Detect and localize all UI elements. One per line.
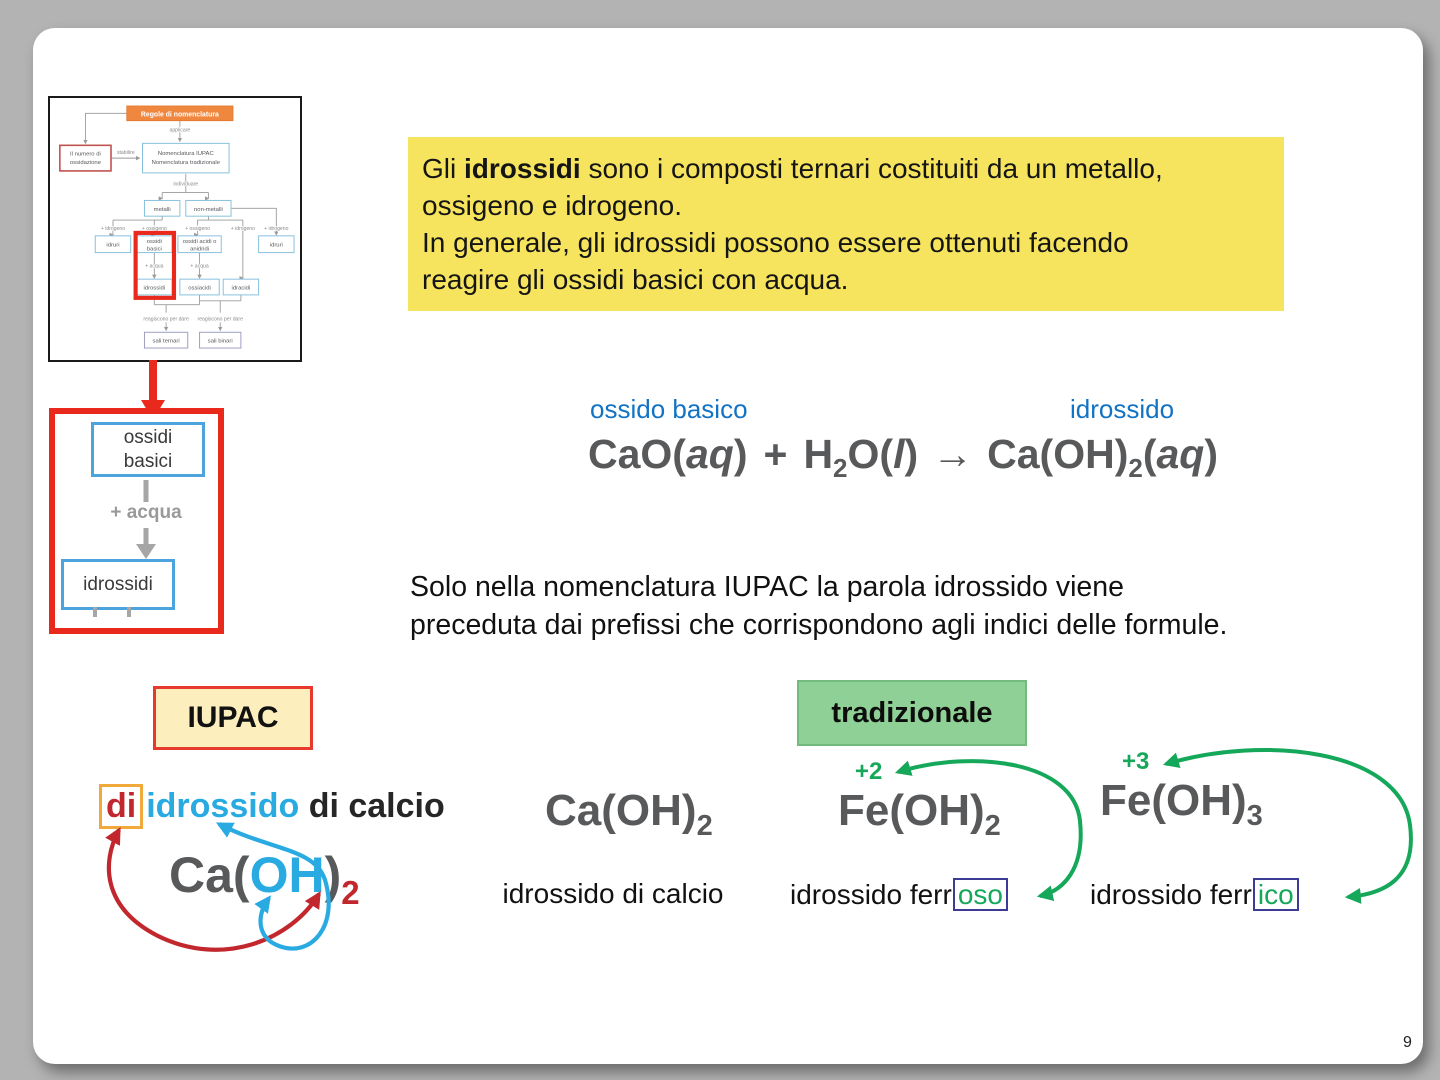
iupac-formula-caoh2: $Ca(OH)_2$ (169, 847, 360, 911)
iupac-annotation-arrows (73, 808, 393, 998)
iupac-header-box (153, 686, 313, 750)
iupac-formula-oh: OH (249, 847, 325, 903)
flowchart-idruri-left: idruri (106, 242, 120, 249)
intro-line-3: In generale, gli idrossidi possono essere ottenuti facendo (422, 227, 1129, 258)
intro-line-1: Gli idrossidi sono i composti ternari costituiti da un metallo, (422, 153, 1163, 184)
detail-zoom-box (49, 408, 224, 634)
iupac-prefix-di: di (99, 784, 143, 829)
flowchart-idruri-right: idruri (269, 242, 283, 249)
flowchart-metalli: metalli (153, 206, 171, 213)
plus-sign: + (763, 431, 788, 477)
suffix-oso-box: oso (953, 878, 1008, 911)
flowchart-ossidi-basici-line2: basici (146, 246, 162, 253)
traditional-header-label: tradizionale (831, 696, 993, 729)
flowchart-title: Regole di nomenclatura (140, 111, 219, 119)
flowchart-label-piu-idrogeno-2: + idrogeno (230, 225, 256, 232)
label-ossido-basico: ossido basico (590, 394, 748, 424)
detail-ossidi-basici-label: ossidi basici (123, 426, 173, 472)
page-number: 9 (1403, 1034, 1412, 1051)
flowchart-sali-ternari: sali ternari (152, 338, 180, 345)
detail-bottom-stubs (89, 607, 139, 617)
flowchart-ossidi-acidi-line2: anidridi (190, 246, 210, 253)
flowchart-box-numero-ossidazione (60, 145, 111, 171)
flowchart-label-individuare: individuare (173, 181, 199, 188)
iupac-name-idrossido: idrossido (146, 787, 300, 825)
note-line-2: preceduta dai prefissi che corrispondono agli indici delle formule. (410, 609, 1228, 641)
green-curve-ico-to-plus3 (1166, 750, 1411, 897)
slide (33, 28, 1423, 1064)
traditional-header-box (797, 680, 1027, 746)
iupac-name-di-calcio: di calcio (299, 787, 445, 825)
oxidation-state-plus2: +2 (855, 758, 883, 785)
flowchart-non-metalli: non-metalli (194, 206, 223, 213)
detail-idrossidi-box (61, 559, 175, 610)
detail-idrossidi-label: idrossidi (83, 573, 153, 595)
label-idrossido: idrossido (1070, 394, 1175, 424)
nomenclature-flowchart (50, 98, 296, 356)
flowchart-label-piu-ossigeno-2: + ossigeno (185, 225, 211, 232)
chemical-equation: $CaO(aq) + H_2O(l) \to Ca(OH)_2(aq)$ (588, 431, 1218, 483)
formula-feoh2: $Fe(OH)_2$ (838, 786, 1001, 842)
flowchart-box-nomenclatura (142, 143, 229, 173)
detail-down-arrow-icon (134, 528, 158, 560)
flowchart-ossidi-acidi-line1: ossidi acidi o (182, 239, 217, 246)
flowchart-label-stabilire: stabilire (116, 150, 135, 157)
intro-bold-idrossidi: idrossidi (464, 153, 581, 184)
flowchart-label-piu-ossigeno-1: + ossigeno (141, 225, 167, 232)
green-curve-oso-to-plus2 (898, 761, 1081, 896)
flowchart-label-applicare: applicare (169, 127, 191, 134)
caption-idrossido-ferrico: idrossido ferr ico (1090, 878, 1299, 911)
note-line-1: Solo nella nomenclatura IUPAC la parola idrossido viene (410, 571, 1124, 603)
flowchart-nomenclatura-line2: Nomenclatura tradizionale (151, 160, 221, 167)
flowchart-sali-binari: sali binari (207, 338, 233, 345)
flowchart-idrossidi: idrossidi (143, 285, 166, 292)
flowchart-idracidi: idracidi (231, 285, 251, 292)
iupac-note-paragraph (410, 568, 1227, 644)
intro-line-2: ossigeno e idrogeno. (422, 190, 682, 221)
caption-idrossido-di-calcio: idrossido di calcio (502, 878, 724, 909)
flowchart-label-reagiscono-2: reagiscono per dare (197, 316, 243, 323)
flowchart-ossidi-basici-line1: ossidi (146, 239, 162, 246)
flowchart-label-piu-acqua-1: + acqua (145, 263, 164, 270)
formula-feoh3: $Fe(OH)_3$ (1100, 776, 1263, 832)
green-suffix-arrows (878, 743, 1423, 943)
flowchart-nomenclatura-line1: Nomenclatura IUPAC (157, 151, 214, 158)
oxidation-state-plus3: +3 (1122, 748, 1150, 775)
flowchart-label-piu-idrogeno-1: + idrogeno (100, 225, 126, 232)
iupac-header-label: IUPAC (187, 701, 279, 734)
flowchart-numero-line2: ossidazione (69, 160, 101, 167)
detail-acqua-label: + acqua (110, 502, 182, 523)
intro-line-4: reagire gli ossidi basici con acqua. (422, 264, 849, 295)
detail-ossidi-basici-box (91, 422, 205, 477)
formula-caoh2: $Ca(OH)_2$ (545, 786, 713, 842)
flowchart-ossiacidi: ossiacidi (188, 285, 211, 292)
flowchart-numero-line1: Il numero di (70, 151, 101, 158)
intro-highlight-block (408, 137, 1284, 311)
caption-idrossido-ferroso: idrossido ferr oso (790, 878, 1008, 911)
flowchart-label-reagiscono-1: reagiscono per dare (143, 316, 189, 323)
flowchart-label-piu-idrogeno-3: + idrogeno (264, 225, 289, 232)
detail-connector-line (139, 480, 153, 502)
iupac-formula-subscript: 2 (341, 874, 360, 911)
cyan-curve-oh-to-name (219, 824, 329, 949)
flowchart-label-piu-acqua-2: + acqua (190, 263, 209, 270)
suffix-ico-box: ico (1253, 878, 1299, 911)
nomenclature-flowchart-panel (48, 96, 302, 362)
reaction-arrow: → (932, 431, 974, 477)
